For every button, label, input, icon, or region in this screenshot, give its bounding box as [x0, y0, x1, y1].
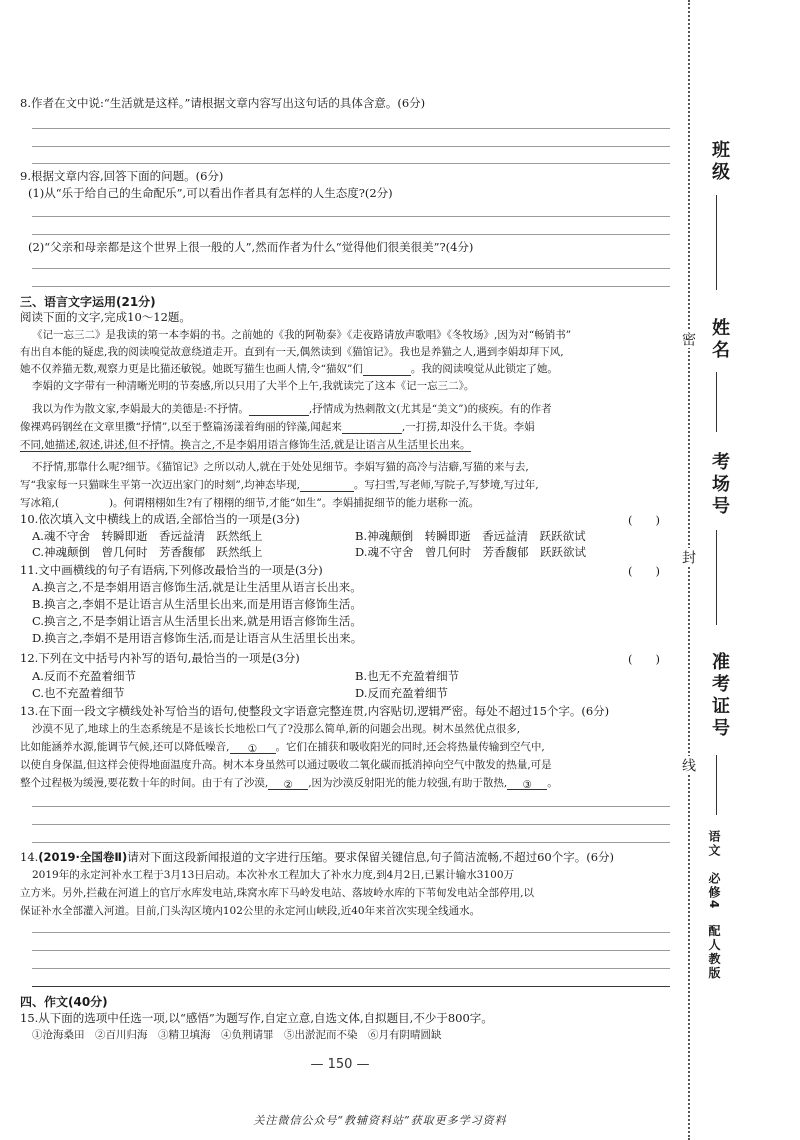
- section-3-heading: 三、语言文字运用(21分): [20, 295, 156, 309]
- class-fill-line: [716, 195, 717, 290]
- fill-blank: [342, 422, 402, 434]
- option-d: D.魂不守舍 曾几何时 芳香馥郁 跃跃欲试: [355, 545, 586, 559]
- seal-mark-1: 密: [680, 332, 696, 346]
- book-info: 语文 必修4 配人教版: [707, 830, 721, 981]
- option-b: B.换言之,李娟不是让语言从生活里长出来,而是用语言修饰生活。: [32, 597, 362, 611]
- passage-line: 李娟的文字带有一种清晰光明的节奏感,所以只用了大半个上午,我就读完了这本《记一忘三二》。: [32, 380, 475, 392]
- answer-line: [32, 146, 670, 147]
- option-c: C.也不充盈着细节: [32, 686, 125, 700]
- question-9-sub1: (1)从“乐于给自己的生命配乐”,可以看出作者具有怎样的人生态度?(2分): [28, 186, 393, 200]
- answer-line: [32, 128, 670, 129]
- answer-line: [32, 842, 670, 843]
- passage-line: 不抒情,那靠什么呢?细节。《猫馆记》之所以动人,就在于处处见细节。李娟写猫的高冷与洁癖,写猫的来与去,: [32, 461, 529, 473]
- answer-line: [32, 932, 670, 933]
- section-divider: [32, 986, 670, 987]
- passage-line: 写冰箱,( )。何谓栩栩如生?有了栩栩的细节,才能“如生”。李娟捕捉细节的能力堪称一流。: [20, 497, 480, 509]
- passage-line: 有出自本能的疑虑,我的阅读嗅觉故意绕道走开。直到有一天,偶然读到《猫馆记》。我也是养猫之人,遇到李娟却拜下风,: [20, 346, 564, 358]
- name-label: 姓名: [709, 318, 730, 362]
- option-c: C.神魂颠倒 曾几何时 芳香馥郁 跃然纸上: [32, 545, 263, 559]
- passage-line: 《记一忘三二》是我读的第一本李娟的书。之前她的《我的阿勒泰》《走夜路请放声歌唱》《冬牧场》,因为对“畅销书”: [32, 329, 572, 341]
- question-12-stem: 12.下列在文中括号内补写的语句,最恰当的一项是(3分): [20, 651, 300, 665]
- fill-blank: [363, 364, 411, 376]
- passage-line: 立方米。另外,拦截在河道上的官厅水库发电站,珠窝水库下马岭发电站、落坡岭水库的下苇甸发电站全部停用,以: [20, 887, 535, 899]
- question-10-stem: 10.依次填入文中横线上的成语,全部恰当的一项是(3分): [20, 512, 300, 526]
- passage-line: 保证补水全部灌入河道。目前,门头沟区境内102公里的永定河山峡段,近40年来首次实现全线通水。: [20, 905, 481, 917]
- question-14-stem: 14.(2019·全国卷Ⅱ)请对下面这段新闻报道的文字进行压缩。要求保留关键信息,句子简洁流畅,不超过60个字。(6分): [20, 850, 614, 864]
- answer-parentheses: ( ): [628, 564, 660, 578]
- answer-line: [32, 824, 670, 825]
- question-15-stem: 15.从下面的选项中任选一项,以“感悟”为题写作,自定立意,自选文体,自拟题目,不少于800字。: [20, 1011, 493, 1025]
- section-4-heading: 四、作文(40分): [20, 995, 108, 1009]
- question-15-options: ①沧海桑田 ②百川归海 ③精卫填海 ④负荆请罪 ⑤出淤泥而不染 ⑥月有阴晴圆缺: [32, 1029, 442, 1041]
- passage-line: 我以为作为散文家,李娟最大的美德是:不抒情。 ,抒情成为热刺散文(尤其是“美文”)的痰疾。有的作者: [32, 403, 552, 415]
- option-b: B.也无不充盈着细节: [355, 669, 460, 683]
- answer-line: [32, 216, 670, 217]
- passage-line: 沙漠不见了,地球上的生态系统是不是该长长地松口气了?没那么简单,新的问题会出现。树木虽然优点很多,: [32, 723, 521, 735]
- blank-2: ②: [268, 778, 308, 790]
- class-label: 班级: [709, 140, 730, 184]
- section-3-intro: 阅读下面的文字,完成10～12题。: [20, 310, 191, 324]
- option-b: B.神魂颠倒 转瞬即逝 香远益清 跃跃欲试: [355, 529, 586, 543]
- answer-line: [32, 968, 670, 969]
- answer-parentheses: ( ): [628, 513, 660, 527]
- answer-line: [32, 286, 670, 287]
- passage-line: 以使自身保温,但这样会使得地面温度升高。树木本身虽然可以通过吸收二氧化碳而抵消掉向空气中散发的热量,可是: [20, 759, 552, 771]
- source-tag: (2019·全国卷Ⅱ): [38, 850, 128, 864]
- answer-parentheses: ( ): [628, 652, 660, 666]
- blank-3: ③: [507, 778, 547, 790]
- question-9-stem: 9.根据文章内容,回答下面的问题。(6分): [20, 169, 224, 183]
- ticket-fill-line: [716, 755, 717, 815]
- passage-line: 她不仅养猫无数,观察力更是比猫还敏锐。她既写猫生也画人情,令“猫奴”们 。我的阅读嗅觉从此锁定了她。: [20, 363, 558, 375]
- answer-line: [32, 268, 670, 269]
- exam-room-fill-line: [716, 530, 717, 625]
- fill-blank: [300, 480, 354, 492]
- answer-line: [32, 234, 670, 235]
- exam-room-label: 考场号: [709, 452, 730, 518]
- blank-1: ①: [230, 742, 276, 754]
- option-d: D.反而充盈着细节: [355, 686, 448, 700]
- seal-mark-3: 线: [680, 758, 696, 772]
- question-9-sub2: (2)“父亲和母亲都是这个世界上很一般的人”,然而作者为什么“觉得他们很美很美”?(4分): [28, 240, 474, 254]
- option-c: C.换言之,不是李娟让语言从生活里长出来,就是用语言修饰生活。: [32, 614, 362, 628]
- passage-line: 写“我家每一只猫咪生平第一次迈出家门的时刻”,均神态毕现, 。写扫雪,写老师,写院子,写梦境,写过年,: [20, 479, 539, 491]
- answer-line: [32, 163, 670, 164]
- fill-blank: [249, 404, 309, 416]
- passage-line-underlined: 不同,她描述,叙述,讲述,但不抒情。换言之,不是李娟用语言修饰生活,就是让语言从生活里长出来。: [20, 439, 471, 451]
- page-number: — 150 —: [310, 1057, 370, 1072]
- seal-mark-2: 封: [680, 550, 696, 564]
- name-fill-line: [716, 372, 717, 432]
- answer-line: [32, 950, 670, 951]
- question-11-stem: 11.文中画横线的句子有语病,下列修改最恰当的一项是(3分): [20, 563, 323, 577]
- option-d: D.换言之,李娟不是用语言修饰生活,而是让语言从生活里长出来。: [32, 631, 363, 645]
- passage-line: 像裸鸡码钢丝在文章里擞“抒情”,以至于整篇汤漾着绚丽的锌藻,闻起来 ,一打捞,却没什么干货。李娟: [20, 421, 535, 433]
- option-a: A.魂不守舍 转瞬即逝 香远益清 跃然纸上: [32, 529, 263, 543]
- question-13-stem: 13.在下面一段文字横线处补写恰当的语句,使整段文字语意完整连贯,内容贴切,逻辑严密。每处不超过15个字。(6分): [20, 704, 610, 718]
- answer-line: [32, 806, 670, 807]
- ticket-label: 准考证号: [709, 652, 730, 740]
- passage-line: 2019年的永定河补水工程于3月13日启动。本次补水工程加大了补水力度,到4月2日,已累计输水3100万: [32, 869, 515, 881]
- footer-note: 关注微信公众号“教辅资料站”获取更多学习资料: [253, 1114, 507, 1127]
- passage-line: 整个过程极为缓漫,要花数十年的时间。由于有了沙漠, ② ,因为沙漠反射阳光的能力较强,有助于散热, ③ 。: [20, 777, 558, 791]
- passage-line: 比如能涵养水源,能调节气候,还可以降低噪音, ① 。它们在捕获和吸收阳光的同时,还会将热量传输到空气中,: [20, 741, 545, 755]
- binding-dotted-line: [688, 0, 690, 1140]
- option-a: A.换言之,不是李娟用语言修饰生活,就是让生活里从语言长出来。: [32, 580, 362, 594]
- option-a: A.反而不充盈着细节: [32, 669, 136, 683]
- question-8-stem: 8.作者在文中说:“生活就是这样。”请根据文章内容写出这句话的具体含意。(6分): [20, 96, 426, 110]
